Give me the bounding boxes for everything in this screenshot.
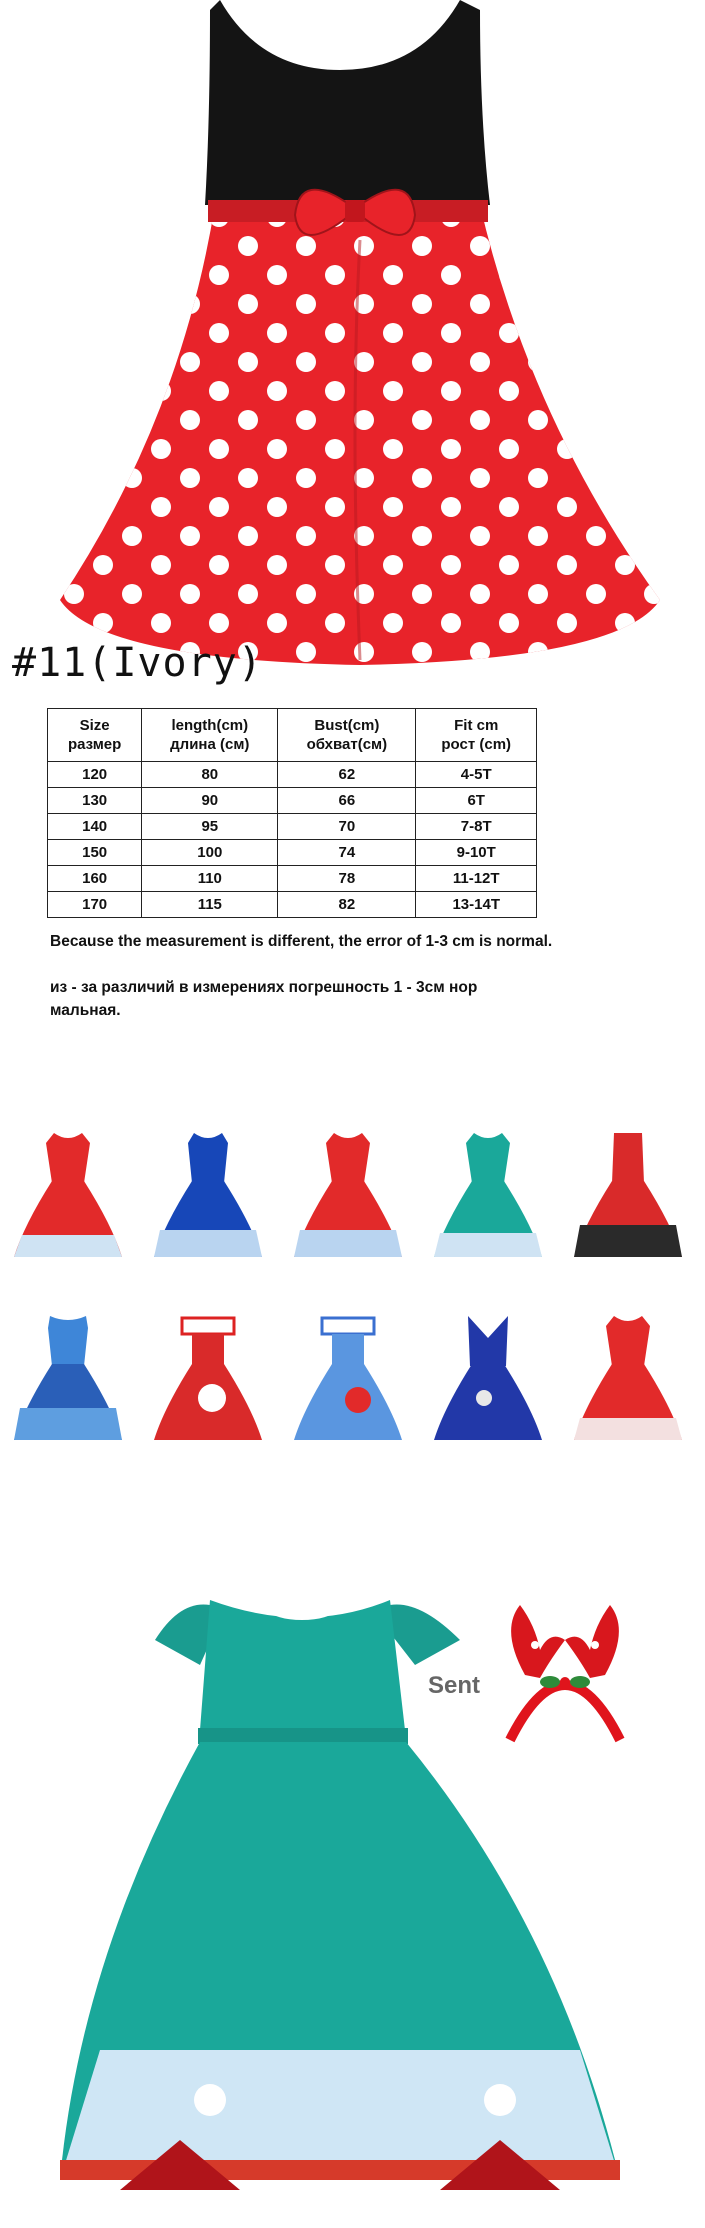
table-cell: 62: [278, 762, 416, 788]
variant-label: #11(Ivory): [12, 640, 263, 686]
table-cell: 80: [142, 762, 278, 788]
table-cell: 11-12T: [416, 866, 537, 892]
sent-label: Sent: [428, 1672, 481, 1699]
table-cell: 160: [48, 866, 142, 892]
table-cell: 150: [48, 840, 142, 866]
header-length: length(cm) длина (см): [142, 709, 278, 762]
table-cell: 130: [48, 788, 142, 814]
dress-thumbnail[interactable]: [292, 1125, 404, 1265]
table-header-row: [48, 709, 537, 762]
table-cell: 90: [142, 788, 278, 814]
table-cell: 7-8T: [416, 814, 537, 840]
dress-thumbnail[interactable]: [292, 1308, 404, 1448]
measurement-note-en: Because the measurement is different, the error of 1-3 cm is normal.: [50, 933, 553, 950]
dress-thumbnail[interactable]: [432, 1308, 544, 1448]
table-cell: 78: [278, 866, 416, 892]
table-cell: 115: [142, 892, 278, 918]
table-cell: 9-10T: [416, 840, 537, 866]
table-row: [48, 788, 537, 814]
table-cell: 6T: [416, 788, 537, 814]
table-cell: 120: [48, 762, 142, 788]
dress-thumbnail[interactable]: [12, 1125, 124, 1265]
table-cell: 110: [142, 866, 278, 892]
table-cell: 66: [278, 788, 416, 814]
dress-thumbnail[interactable]: [432, 1125, 544, 1265]
table-row: [48, 892, 537, 918]
table-row: [48, 840, 537, 866]
reindeer-antler-headband-image: [480, 1590, 650, 1790]
header-size: Size размер: [48, 709, 142, 762]
dress-thumbnail[interactable]: [572, 1308, 684, 1448]
table-cell: 100: [142, 840, 278, 866]
table-cell: 82: [278, 892, 416, 918]
table-row: [48, 814, 537, 840]
dress-thumbnail[interactable]: [152, 1125, 264, 1265]
table-cell: 74: [278, 840, 416, 866]
table-row: [48, 762, 537, 788]
table-cell: 13-14T: [416, 892, 537, 918]
dress-thumbnail[interactable]: [572, 1125, 684, 1265]
measurement-note-ru-line1: из - за различий в измерениях погрешность 1 - 3см нор: [50, 979, 478, 996]
table-cell: 95: [142, 814, 278, 840]
dress-thumbnail[interactable]: [152, 1308, 264, 1448]
dress-thumbnail[interactable]: [12, 1308, 124, 1448]
size-chart-table: [47, 708, 537, 918]
measurement-note-ru-line2: мальная.: [50, 1002, 121, 1019]
table-row: [48, 866, 537, 892]
table-cell: 140: [48, 814, 142, 840]
header-bust: Bust(cm) обхват(см): [278, 709, 416, 762]
header-fit: Fit cm рост (cm): [416, 709, 537, 762]
table-cell: 70: [278, 814, 416, 840]
table-cell: 4-5T: [416, 762, 537, 788]
polka-dot-dress-image: [60, 0, 660, 680]
table-cell: 170: [48, 892, 142, 918]
